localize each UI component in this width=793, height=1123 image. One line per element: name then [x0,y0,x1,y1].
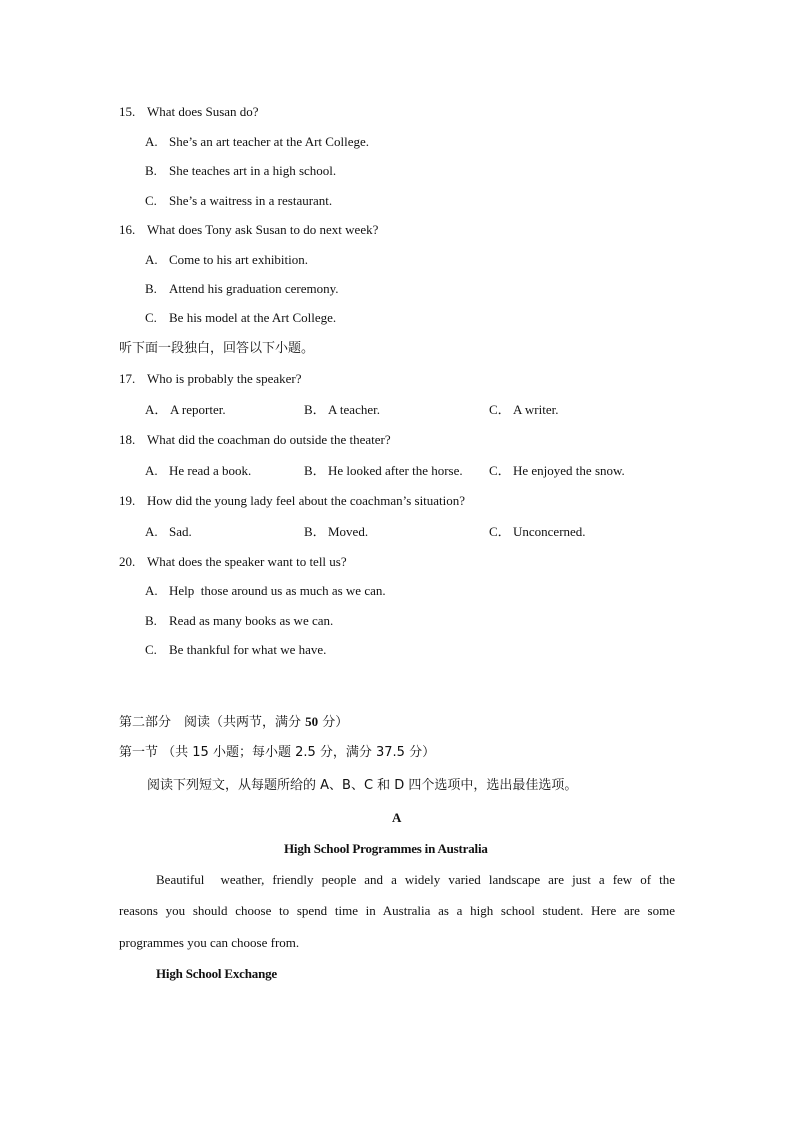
part-two-heading-text: 第二部分 阅读（共两节，满分 [119,715,306,730]
option-label: A. [145,583,158,598]
paragraph-line-1: Beautiful weather, friendly people and a widely varied landscape are just a few of the [156,872,675,887]
option-text: A teacher. [328,402,380,417]
option-text: He enjoyed the snow. [513,463,625,478]
option-text: A reporter. [170,402,226,417]
option-text: Read as many books as we can. [169,613,334,628]
option-label: B． [304,402,326,417]
option-label: A. [145,524,158,539]
part-two-heading [119,714,348,731]
question-stem: What does Susan do? [147,104,259,119]
option-text: Moved. [328,524,369,539]
option-label: B. [145,281,157,296]
reading-instruction: 阅读下列短文，从每题所给的 A、B、C 和 D 四个选项中，选出最佳选项。 [147,778,578,793]
option-text: Sad. [169,524,192,539]
question-stem: What does Tony ask Susan to do next week? [147,222,379,237]
question-number: 17. [119,371,136,386]
option-text: Come to his art exhibition. [169,252,309,267]
question-stem: How did the young lady feel about the coachman’s situation? [147,493,466,508]
option-label: B． [304,463,326,478]
option-text: Be thankful for what we have. [169,642,327,657]
option-text: He looked after the horse. [328,463,463,478]
option-label: C． [489,402,511,417]
part-two-score: 50 [305,714,319,729]
paragraph-line-3: programmes you can choose from. [119,935,300,950]
option-text: Help those around us as much as we can. [169,583,386,598]
option-text: Attend his graduation ceremony. [169,281,339,296]
section-subheading: High School Exchange [156,966,277,981]
option-text: She’s a waitress in a restaurant. [169,193,333,208]
option-text: She teaches art in a high school. [169,163,337,178]
option-label: A. [145,252,158,267]
option-label: A. [145,134,158,149]
option-label: C. [145,193,157,208]
option-label: C. [145,642,157,657]
option-label: A. [145,463,158,478]
option-label: B. [145,163,157,178]
monologue-instruction: 听下面一段独白，回答以下小题。 [119,341,315,356]
option-text: Unconcerned. [513,524,586,539]
paragraph-line-2: reasons you should choose to spend time in Australia as a high school student. Here are some [119,903,675,918]
passage-title: High School Programmes in Australia [284,841,488,856]
option-text: Be his model at the Art College. [169,310,337,325]
option-label: B． [304,524,326,539]
option-text: A writer. [513,402,559,417]
question-number: 15. [119,104,136,119]
option-label: C． [489,463,511,478]
option-text: He read a book. [169,463,252,478]
option-label: B. [145,613,157,628]
option-label: C． [489,524,511,539]
option-label: C. [145,310,157,325]
part-two-heading-suffix: 分） [318,715,349,730]
question-stem: What did the coachman do outside the theater? [147,432,391,447]
question-stem: Who is probably the speaker? [147,371,302,386]
passage-letter: A [392,810,402,825]
question-number: 19. [119,493,136,508]
question-stem: What does the speaker want to tell us? [147,554,347,569]
question-number: 16. [119,222,136,237]
question-number: 18. [119,432,136,447]
question-number: 20. [119,554,136,569]
option-label: A． [145,402,168,417]
section-one-heading: 第一节 （共 15 小题；每小题 2.5 分，满分 37.5 分） [119,745,436,760]
option-text: She’s an art teacher at the Art College. [169,134,369,149]
